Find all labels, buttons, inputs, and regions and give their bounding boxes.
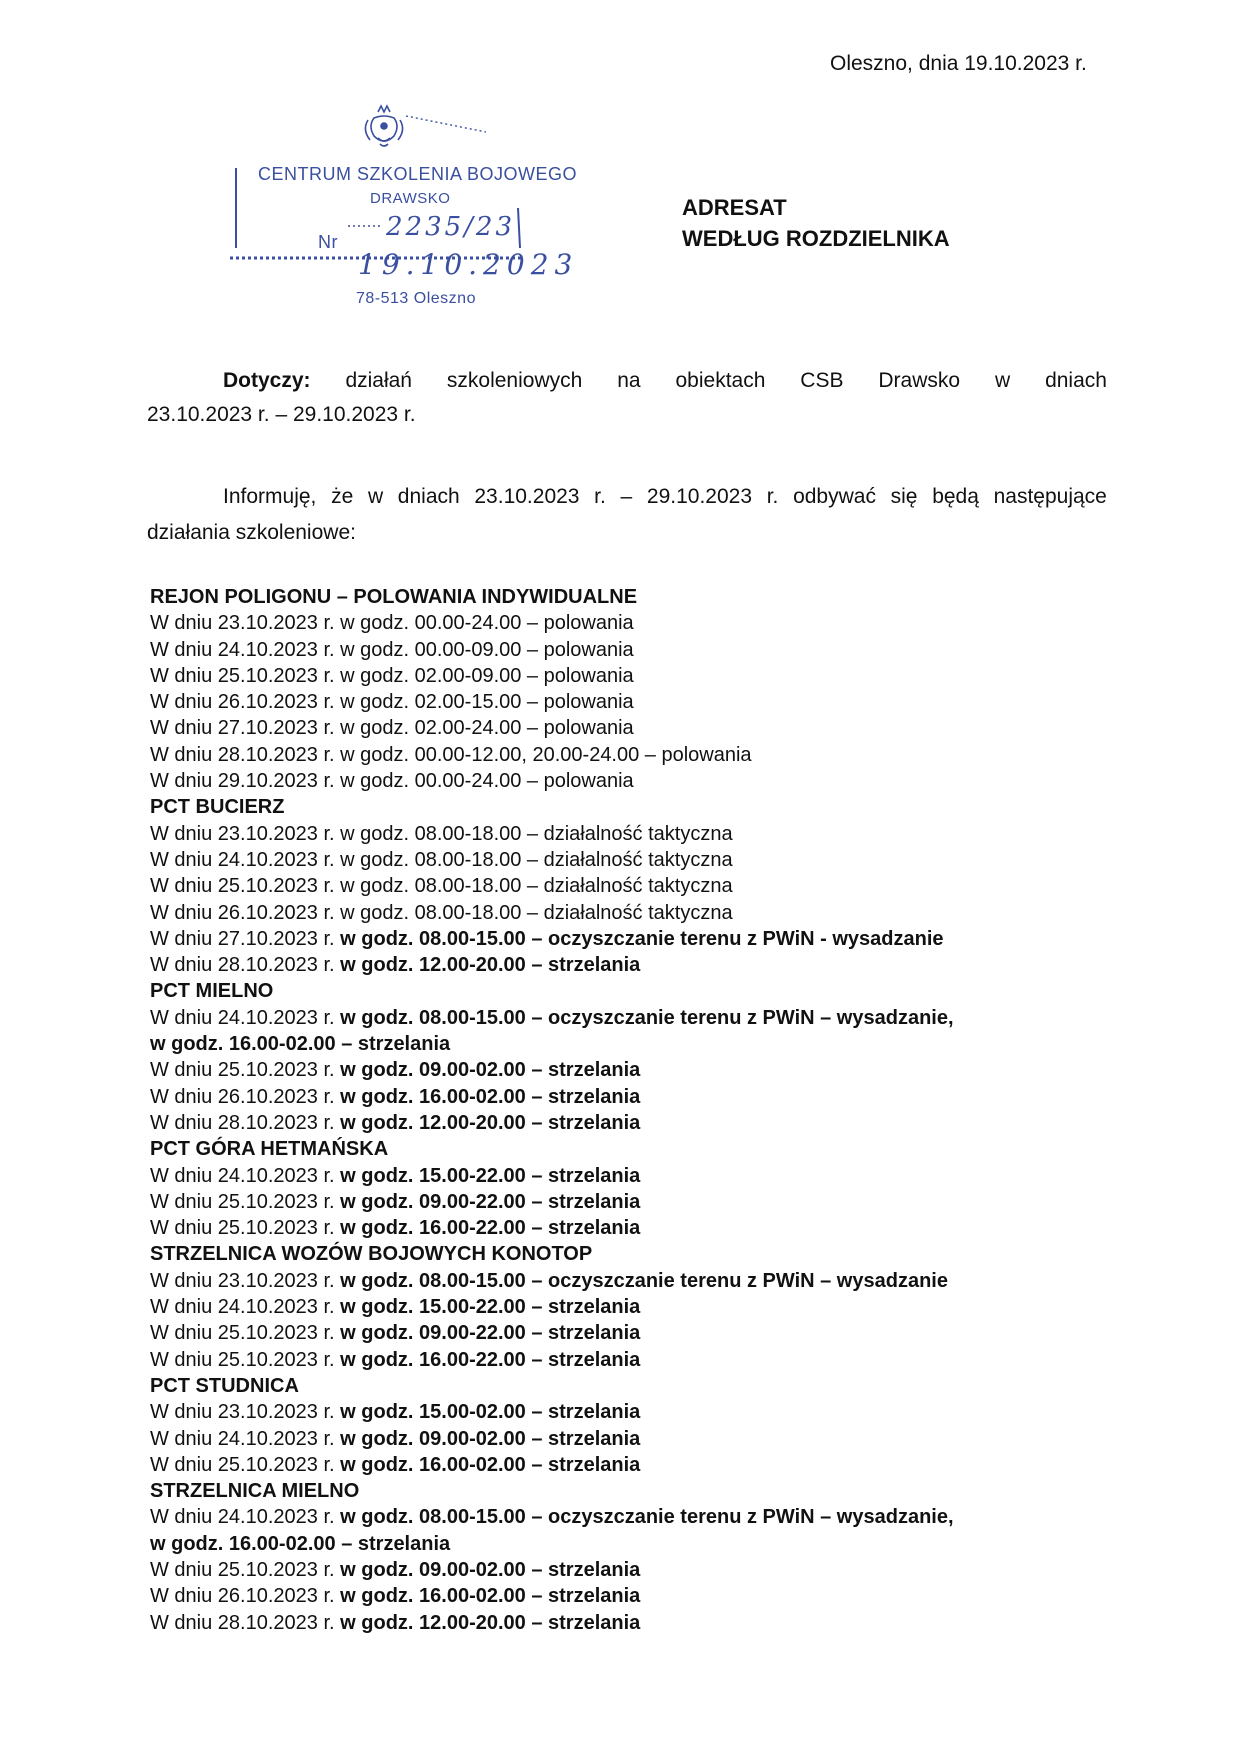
entry-date-text: W dniu 25.10.2023 r. (150, 1217, 341, 1240)
entry-activity-text: w godz. 16.00-22.00 – strzelania (340, 1348, 641, 1371)
info-word: Informuję, (223, 485, 317, 508)
entry-activity-text: w godz. 09.00-22.00 – strzelania (340, 1190, 641, 1213)
schedule-entry (150, 610, 1110, 636)
entry-activity-text: w godz. 09.00-02.00 – strzelania (340, 1427, 641, 1450)
entry-date-text: W dniu 28.10.2023 r. (150, 1611, 341, 1634)
subject-word: dniach (1045, 369, 1107, 392)
subject-word: w (994, 369, 1011, 392)
entry-date-text: W dniu 26.10.2023 r. w godz. 02.00-15.00 – polowania (150, 691, 634, 714)
schedule-entry (150, 926, 1110, 952)
schedule-entry (150, 873, 1110, 899)
entry-activity-text: w godz. 08.00-15.00 – oczyszczanie terenu z PWiN – wysadzanie (340, 1269, 948, 1292)
info-word: w (367, 485, 384, 508)
info-word: będą (932, 485, 979, 508)
schedule-entry (150, 1504, 1110, 1530)
schedule-entry (150, 847, 1110, 873)
stamp-date-value: 19.10.2023 (358, 248, 579, 281)
section-title: STRZELNICA MIELNO (150, 1480, 360, 1503)
schedule-entry (150, 1557, 1110, 1583)
schedule-entry (150, 637, 1110, 663)
entry-date-text: W dniu 24.10.2023 r. (150, 1006, 341, 1029)
section-title: REJON POLIGONU – POLOWANIA INDYWIDUALNE (150, 586, 638, 608)
entry-date-text: W dniu 26.10.2023 r. (150, 1585, 341, 1608)
info-line2: działania szkoleniowe: (147, 521, 356, 544)
entry-date-text: W dniu 24.10.2023 r. (150, 1506, 341, 1529)
info-word: odbywać (793, 485, 876, 508)
schedule-entry (150, 1610, 1110, 1636)
entry-continuation-text: w godz. 16.00-02.00 – strzelania (150, 1033, 451, 1056)
schedule-entry (150, 1110, 1110, 1136)
schedule-entry (150, 1163, 1110, 1189)
schedule-entry (150, 689, 1110, 715)
entry-date-text: W dniu 25.10.2023 r. (150, 1059, 341, 1082)
polish-eagle-emblem-icon (365, 106, 402, 146)
entry-activity-text: w godz. 12.00-20.00 – strzelania (340, 1111, 641, 1134)
registration-stamp (228, 98, 600, 316)
info-word: dniach (397, 485, 460, 508)
entry-date-text: W dniu 25.10.2023 r. (150, 1558, 341, 1581)
subject-word: CSB (800, 369, 844, 392)
schedule-entry (150, 715, 1110, 741)
schedule-entry (150, 1294, 1110, 1320)
entry-date-text: W dniu 23.10.2023 r. (150, 1269, 341, 1292)
info-line1 (147, 479, 1107, 515)
subject-word: szkoleniowych (446, 369, 583, 392)
entry-activity-text: w godz. 09.00-02.00 – strzelania (340, 1059, 641, 1082)
schedule-entry (150, 1399, 1110, 1425)
section-title: PCT MIELNO (150, 980, 274, 1003)
stamp-postal: 78-513 Oleszno (356, 290, 476, 307)
entry-date-text: W dniu 26.10.2023 r. w godz. 08.00-18.00 – działalność taktyczna (150, 901, 733, 924)
entry-date-text: W dniu 24.10.2023 r. (150, 1164, 341, 1187)
entry-date-text: W dniu 25.10.2023 r. (150, 1453, 341, 1476)
info-word: – (620, 485, 633, 508)
info-word: r. (766, 485, 779, 508)
entry-date-text: W dniu 26.10.2023 r. (150, 1085, 341, 1108)
entry-activity-text: w godz. 09.00-22.00 – strzelania (340, 1322, 641, 1345)
entry-activity-text: w godz. 15.00-22.00 – strzelania (340, 1296, 641, 1319)
subject-word: działań (345, 369, 412, 392)
schedule-entry (150, 1084, 1110, 1110)
entry-activity-text: w godz. 15.00-22.00 – strzelania (340, 1164, 641, 1187)
schedule-entry (150, 821, 1110, 847)
entry-date-text: W dniu 27.10.2023 r. w godz. 02.00-24.00 – polowania (150, 717, 634, 740)
entry-activity-text: w godz. 16.00-02.00 – strzelania (340, 1085, 641, 1108)
stamp-organization: CENTRUM SZKOLENIA BOJOWEGO (258, 164, 578, 184)
entry-activity-text: w godz. 09.00-02.00 – strzelania (340, 1558, 641, 1581)
schedule-entry (150, 1320, 1110, 1346)
section-title: PCT BUCIERZ (150, 796, 285, 819)
section-title: STRZELNICA WOZÓW BOJOWYCH KONOTOP (150, 1243, 593, 1266)
entry-date-text: W dniu 24.10.2023 r. w godz. 00.00-09.00 – polowania (150, 638, 634, 661)
subject-line2: 23.10.2023 r. – 29.10.2023 r. (147, 403, 416, 426)
schedule-entry (150, 1347, 1110, 1373)
entry-date-text: W dniu 25.10.2023 r. (150, 1322, 341, 1345)
entry-date-text: W dniu 25.10.2023 r. w godz. 02.00-09.00 – polowania (150, 664, 634, 687)
schedule-list (150, 584, 1110, 1636)
addressee-line1: ADRESAT (682, 195, 787, 220)
schedule-entry (150, 768, 1110, 794)
stamp-city: DRAWSKO (370, 190, 451, 207)
schedule-entry (150, 1583, 1110, 1609)
entry-date-text: W dniu 28.10.2023 r. (150, 1111, 341, 1134)
schedule-entry (150, 1215, 1110, 1241)
schedule-entry (150, 1005, 1110, 1031)
entry-activity-text: w godz. 12.00-20.00 – strzelania (340, 954, 641, 977)
entry-activity-text: w godz. 16.00-22.00 – strzelania (340, 1217, 641, 1240)
entry-activity-text: w godz. 12.00-20.00 – strzelania (340, 1611, 641, 1634)
schedule-entry (150, 1057, 1110, 1083)
entry-date-text: W dniu 27.10.2023 r. (150, 927, 341, 950)
schedule-entry (150, 1268, 1110, 1294)
entry-activity-text: w godz. 08.00-15.00 – oczyszczanie terenu z PWiN – wysadzanie, (340, 1006, 954, 1029)
subject-paragraph (147, 364, 1107, 432)
entry-date-text: W dniu 25.10.2023 r. (150, 1190, 341, 1213)
entry-date-text: W dniu 29.10.2023 r. w godz. 00.00-24.00 – polowania (150, 770, 634, 793)
section-title: PCT GÓRA HETMAŃSKA (150, 1138, 389, 1161)
entry-activity-text: w godz. 08.00-15.00 – oczyszczanie terenu z PWiN - wysadzanie (340, 927, 944, 950)
subject-line1 (147, 364, 1107, 398)
entry-date-text: W dniu 23.10.2023 r. w godz. 08.00-18.00 – działalność taktyczna (150, 822, 733, 845)
stamp-nr-value: 2235/23 (386, 212, 516, 242)
entry-activity-text: w godz. 08.00-15.00 – oczyszczanie terenu z PWiN – wysadzanie, (340, 1506, 954, 1529)
info-paragraph (147, 479, 1107, 551)
info-word: się (890, 485, 918, 508)
entry-activity-text: w godz. 16.00-02.00 – strzelania (340, 1585, 641, 1608)
entry-date-text: W dniu 23.10.2023 r. (150, 1401, 341, 1424)
entry-date-text: W dniu 25.10.2023 r. (150, 1348, 341, 1371)
entry-activity-text: w godz. 15.00-02.00 – strzelania (340, 1401, 641, 1424)
subject-word: na (617, 369, 641, 392)
entry-continuation-text: w godz. 16.00-02.00 – strzelania (150, 1532, 451, 1555)
info-word: następujące (993, 485, 1107, 508)
stamp-nr-label: Nr (318, 232, 338, 252)
info-word: r. (594, 485, 606, 508)
subject-word: obiektach (675, 369, 766, 392)
entry-date-text: W dniu 28.10.2023 r. w godz. 00.00-12.00, 20.00-24.00 – polowania (150, 743, 752, 766)
schedule-entry (150, 952, 1110, 978)
entry-date-text: W dniu 28.10.2023 r. (150, 954, 341, 977)
schedule-entry (150, 663, 1110, 689)
schedule-entry (150, 1189, 1110, 1215)
entry-activity-text: w godz. 16.00-02.00 – strzelania (340, 1453, 641, 1476)
subject-label: Dotyczy: (223, 369, 311, 392)
addressee-block (682, 192, 950, 254)
schedule-entry (150, 1426, 1110, 1452)
stamp-frame (228, 98, 600, 316)
entry-date-text: W dniu 24.10.2023 r. (150, 1296, 341, 1319)
schedule-entry (150, 742, 1110, 768)
subject-word: Drawsko (878, 369, 961, 392)
place-date: Oleszno, dnia 19.10.2023 r. (830, 52, 1087, 75)
entry-date-text: W dniu 24.10.2023 r. (150, 1427, 341, 1450)
info-word: 29.10.2023 (646, 485, 753, 508)
entry-date-text: W dniu 24.10.2023 r. w godz. 08.00-18.00 – działalność taktyczna (150, 848, 733, 871)
addressee-line2: WEDŁUG ROZDZIELNIKA (682, 226, 950, 251)
entry-date-text: W dniu 25.10.2023 r. w godz. 08.00-18.00 – działalność taktyczna (150, 875, 733, 898)
section-title: PCT STUDNICA (150, 1374, 299, 1397)
schedule-entry (150, 900, 1110, 926)
info-word: że (331, 485, 354, 508)
schedule-entry (150, 1452, 1110, 1478)
info-word: 23.10.2023 (474, 485, 580, 508)
entry-date-text: W dniu 23.10.2023 r. w godz. 00.00-24.00 – polowania (150, 612, 634, 635)
